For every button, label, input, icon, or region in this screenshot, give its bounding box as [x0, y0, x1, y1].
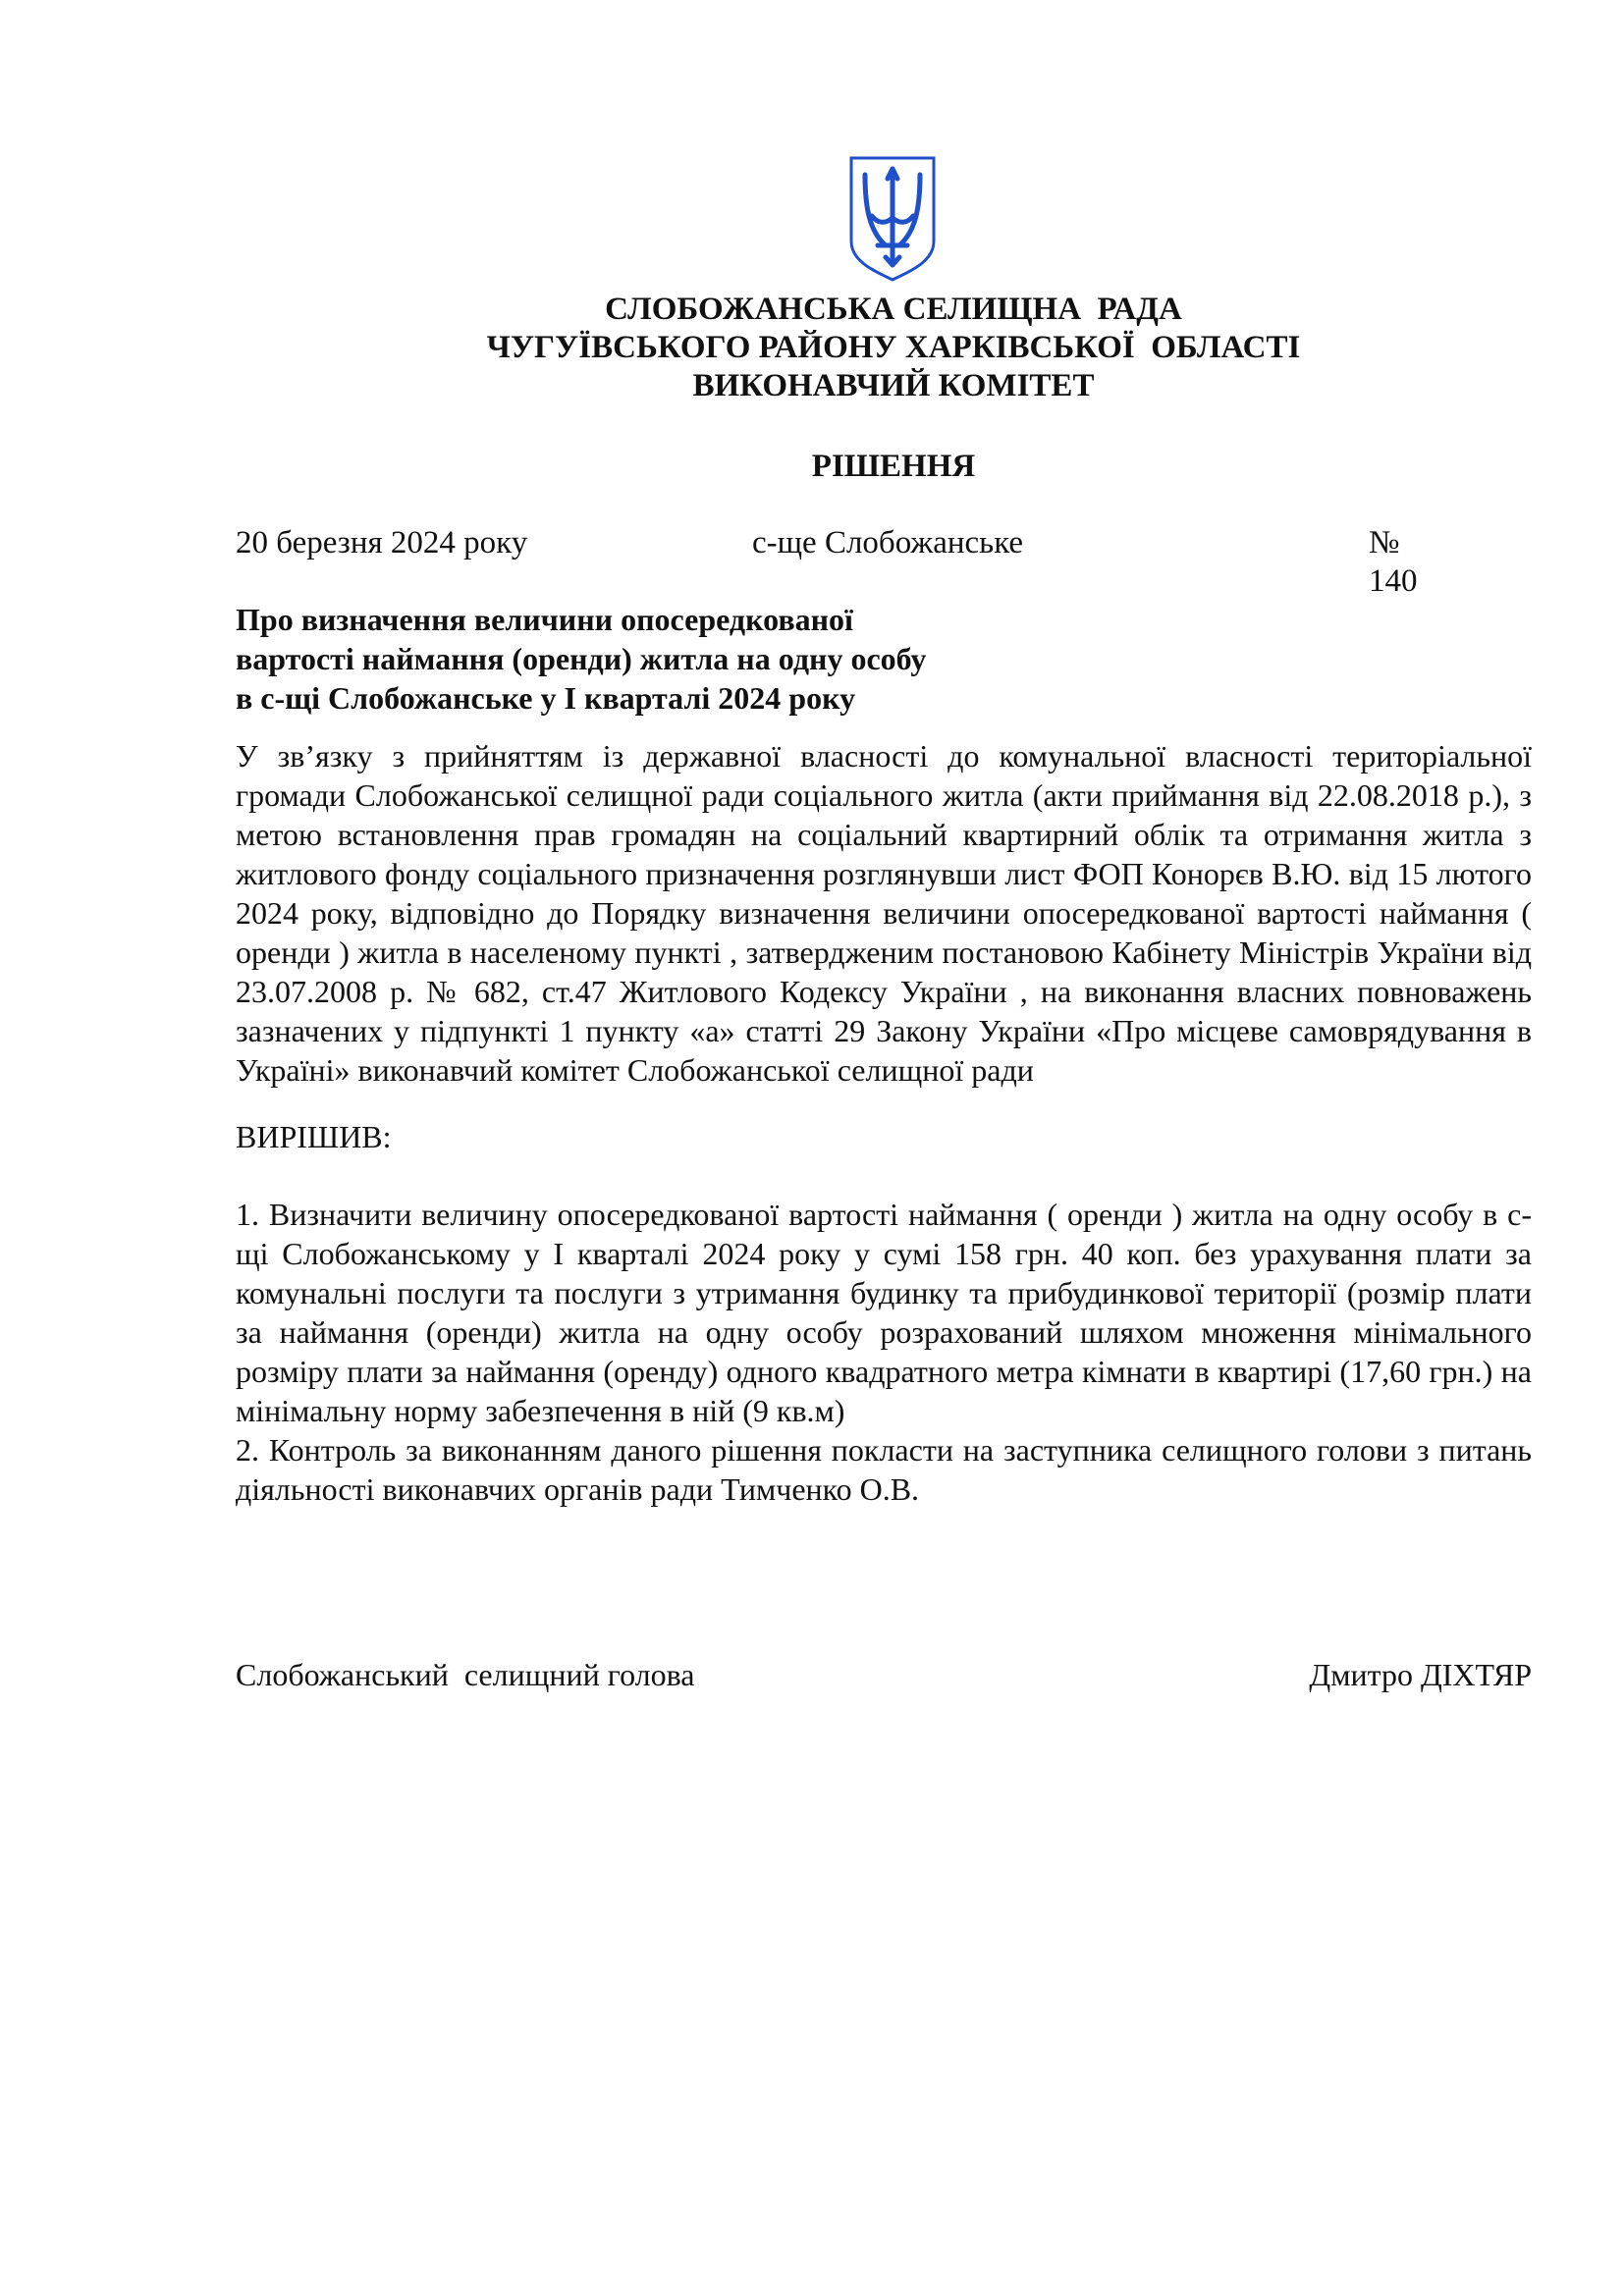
header-executive-committee: ВИКОНАВЧИЙ КОМІТЕТ — [692, 368, 1095, 403]
decision-meta-row — [236, 524, 1453, 599]
decision-item-2: 2. Контроль за виконанням даного рішення покласти на заступника селищного голови з питань діяльності виконавчих органів ради Тимченко О.В. — [236, 1432, 1532, 1507]
subject-line-2: вартості наймання (оренди) житла на одну особу — [236, 641, 927, 676]
header-district-region: ЧУГУЇВСЬКОГО РАЙОНУ ХАРКІВСЬКОЇ ОБЛАСТІ — [486, 330, 1301, 365]
signature-block — [236, 1655, 1532, 1694]
header-council-name: СЛОБОЖАНСЬКА СЕЛИЩНА РАДА — [605, 292, 1182, 327]
signatory-position: Слобожанський селищний голова — [236, 1657, 695, 1692]
decision-place: с-ще Слобожанське — [752, 525, 1024, 561]
decision-title: РІШЕННЯ — [811, 449, 976, 484]
subject-line-1: Про визначення величини опосередкованої — [236, 602, 853, 637]
preamble-paragraph: У зв’язку з прийняттям із державної власності до комунальної власності територіальної громади Слобожанської селищної ради соціального житла (акти приймання від 22.08.2018 р.), з метою встановлення прав громадян на соціальний квартирний облік та отримання житла з житлового фонду соціального призначення розглянувши лист ФОП Конорєв В.Ю. від 15 лютого 2024 року, відповідно до Порядку визначення величини опосередкованої вартості наймання ( оренди ) житла в населеному пункті , затвердженим постановою Кабінету Міністрів України від 23.07.2008 р. № 682, ст.47 Житлового Кодексу України , на виконання власних повноважень зазначених у підпункті 1 пункту «а» статті 29 Закону України «Про місцеве самоврядування в Україні» виконавчий комітет Слобожанської селищної ради — [236, 738, 1532, 1088]
signatory-name: Дмитро ДІХТЯР — [1309, 1657, 1532, 1692]
subject-line-3: в с-щі Слобожанське у І кварталі 2024 року — [236, 680, 856, 716]
decision-subject — [236, 600, 1119, 718]
organization-header — [236, 291, 1551, 405]
decision-item-1: 1. Визначити величину опосередкованої вартості наймання ( оренди ) житла на одну особу в с-щі Слобожанському у І кварталі 2024 року у сумі 158 грн. 40 коп. без урахування плати за комунальні послуги та послуги з утримання будинку та прибудинкової території (розмір плати за наймання (оренди) житла на одну особу розрахований шляхом множення мінімального розміру плати за наймання (оренду) одного квадратного метра кімнати в квартирі (17,60 грн.) на мінімальну норму забезпечення в ній (9 кв.м) — [236, 1197, 1532, 1428]
decision-items — [236, 1195, 1532, 1509]
ukraine-trident-emblem-icon — [848, 155, 937, 283]
resolved-label: ВИРІШИВ: — [236, 1119, 392, 1154]
decision-date: 20 березня 2024 року — [236, 525, 528, 561]
decision-number: № 140 — [1369, 525, 1418, 599]
